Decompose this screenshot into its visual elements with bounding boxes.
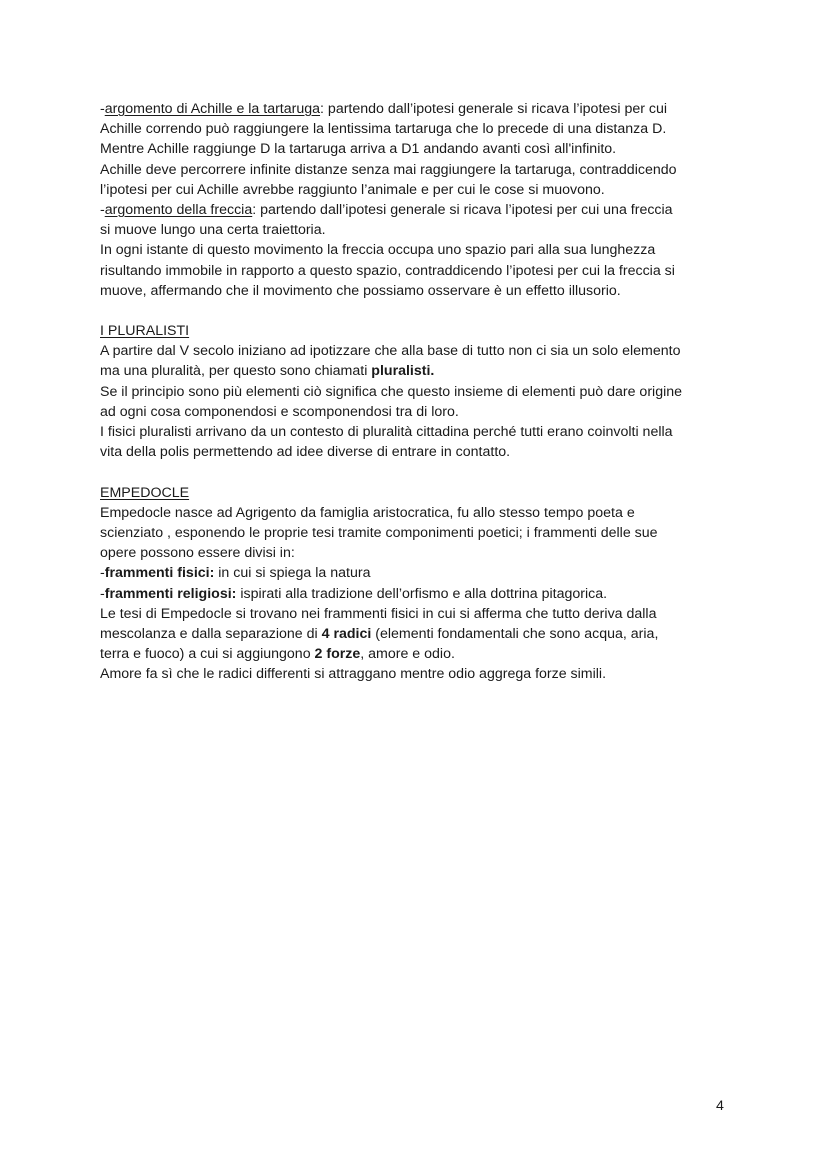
freccia-line-4: risultando immobile in rapporto a questo spazio, contraddicendo l’ipotesi per cui la freccia si [100,262,675,279]
freccia-line-3: In ogni istante di questo movimento la freccia occupa uno spazio pari alla sua lunghezza [100,242,656,259]
list-dash: - [100,201,105,218]
text-span: mescolanza e dalla separazione di [100,625,322,642]
bold-term: pluralisti. [371,363,435,380]
document-body [100,99,740,684]
achille-line-4: Achille deve percorrere infinite distanze senza mai raggiungere la tartaruga, contraddicendo [100,161,677,178]
paragraph-gap [100,301,740,321]
pluralisti-line-6: vita della polis permettendo ad idee diverse di entrare in contatto. [100,444,511,461]
empedocle-line-9: Amore fa sì che le radici differenti si attraggano mentre odio aggrega forze simili. [100,666,607,683]
text-span: in cui si spiega la natura [214,565,371,582]
text-span: : partendo dall’ipotesi generale si ricava l’ipotesi per cui una freccia [252,201,673,218]
empedocle-line-7 [100,624,740,644]
list-dash: - [100,565,105,582]
frammenti-religiosi-item [100,584,740,604]
text-span: (elementi fondamentali che sono acqua, aria, [371,625,659,642]
pluralisti-line-2 [100,361,740,381]
pluralisti-line-1: A partire dal V secolo iniziano ad ipotizzare che alla base di tutto non ci sia un solo elemento [100,343,681,360]
pluralisti-line-3: Se il principio sono più elementi ciò significa che questo insieme di elementi può dare origine [100,383,683,400]
text-span: : partendo dall’ipotesi generale si ricava l’ipotesi per cui [320,101,668,117]
pluralisti-heading: I PLURALISTI [100,323,190,340]
empedocle-line-2: scienziato , esponendo le proprie tesi tramite componimenti poetici; i frammenti delle sue [100,524,658,541]
list-dash: - [100,101,105,117]
frammenti-fisici-item [100,563,740,583]
text-span: terra e fuoco) a cui si aggiungono [100,646,315,663]
achille-line-5: l’ipotesi per cui Achille avrebbe raggiunto l’animale e per cui le cose si muovono. [100,181,605,198]
empedocle-line-1: Empedocle nasce ad Agrigento da famiglia aristocratica, fu allo stesso tempo poeta e [100,504,635,521]
bold-term: 2 forze [314,646,361,663]
text-span: , amore e odio. [360,646,455,663]
freccia-line-5: muove, affermando che il movimento che possiamo osservare è un effetto illusorio. [100,282,621,299]
bold-term: 4 radici [321,625,372,642]
empedocle-line-8 [100,644,740,664]
paragraph-gap [100,462,740,482]
pluralisti-line-5: I fisici pluralisti arrivano da un contesto di pluralità cittadina perché tutti erano coinvolti nella [100,424,673,440]
empedocle-line-3: opere possono essere divisi in: [100,545,295,562]
achille-line-2: Achille correndo può raggiungere la lentissima tartaruga che lo precede di una distanza D. [100,121,667,138]
freccia-line-1 [100,200,740,220]
text-span: ma una pluralità, per questo sono chiamati [100,363,372,380]
page-number: 4 [716,1098,724,1114]
freccia-line-2: si muove lungo una certa traiettoria. [100,222,326,239]
text-span: ispirati alla tradizione dell’orfismo e alla dottrina pitagorica. [236,585,608,602]
freccia-argument-title: argomento della freccia [104,201,253,218]
empedocle-heading: EMPEDOCLE [100,484,190,501]
list-dash: - [100,585,105,602]
bold-term: frammenti fisici: [104,565,215,582]
empedocle-line-6: Le tesi di Empedocle si trovano nei frammenti fisici in cui si afferma che tutto deriva dalla [100,605,657,622]
achille-line-3: Mentre Achille raggiunge D la tartaruga arriva a D1 andando avanti così all'infinito. [100,141,617,158]
achille-argument-title: argomento di Achille e la tartaruga [104,101,321,117]
bold-term: frammenti religiosi: [104,585,237,602]
achille-line-1 [100,99,740,119]
pluralisti-line-4: ad ogni cosa componendosi e scomponendosi tra di loro. [100,403,459,420]
